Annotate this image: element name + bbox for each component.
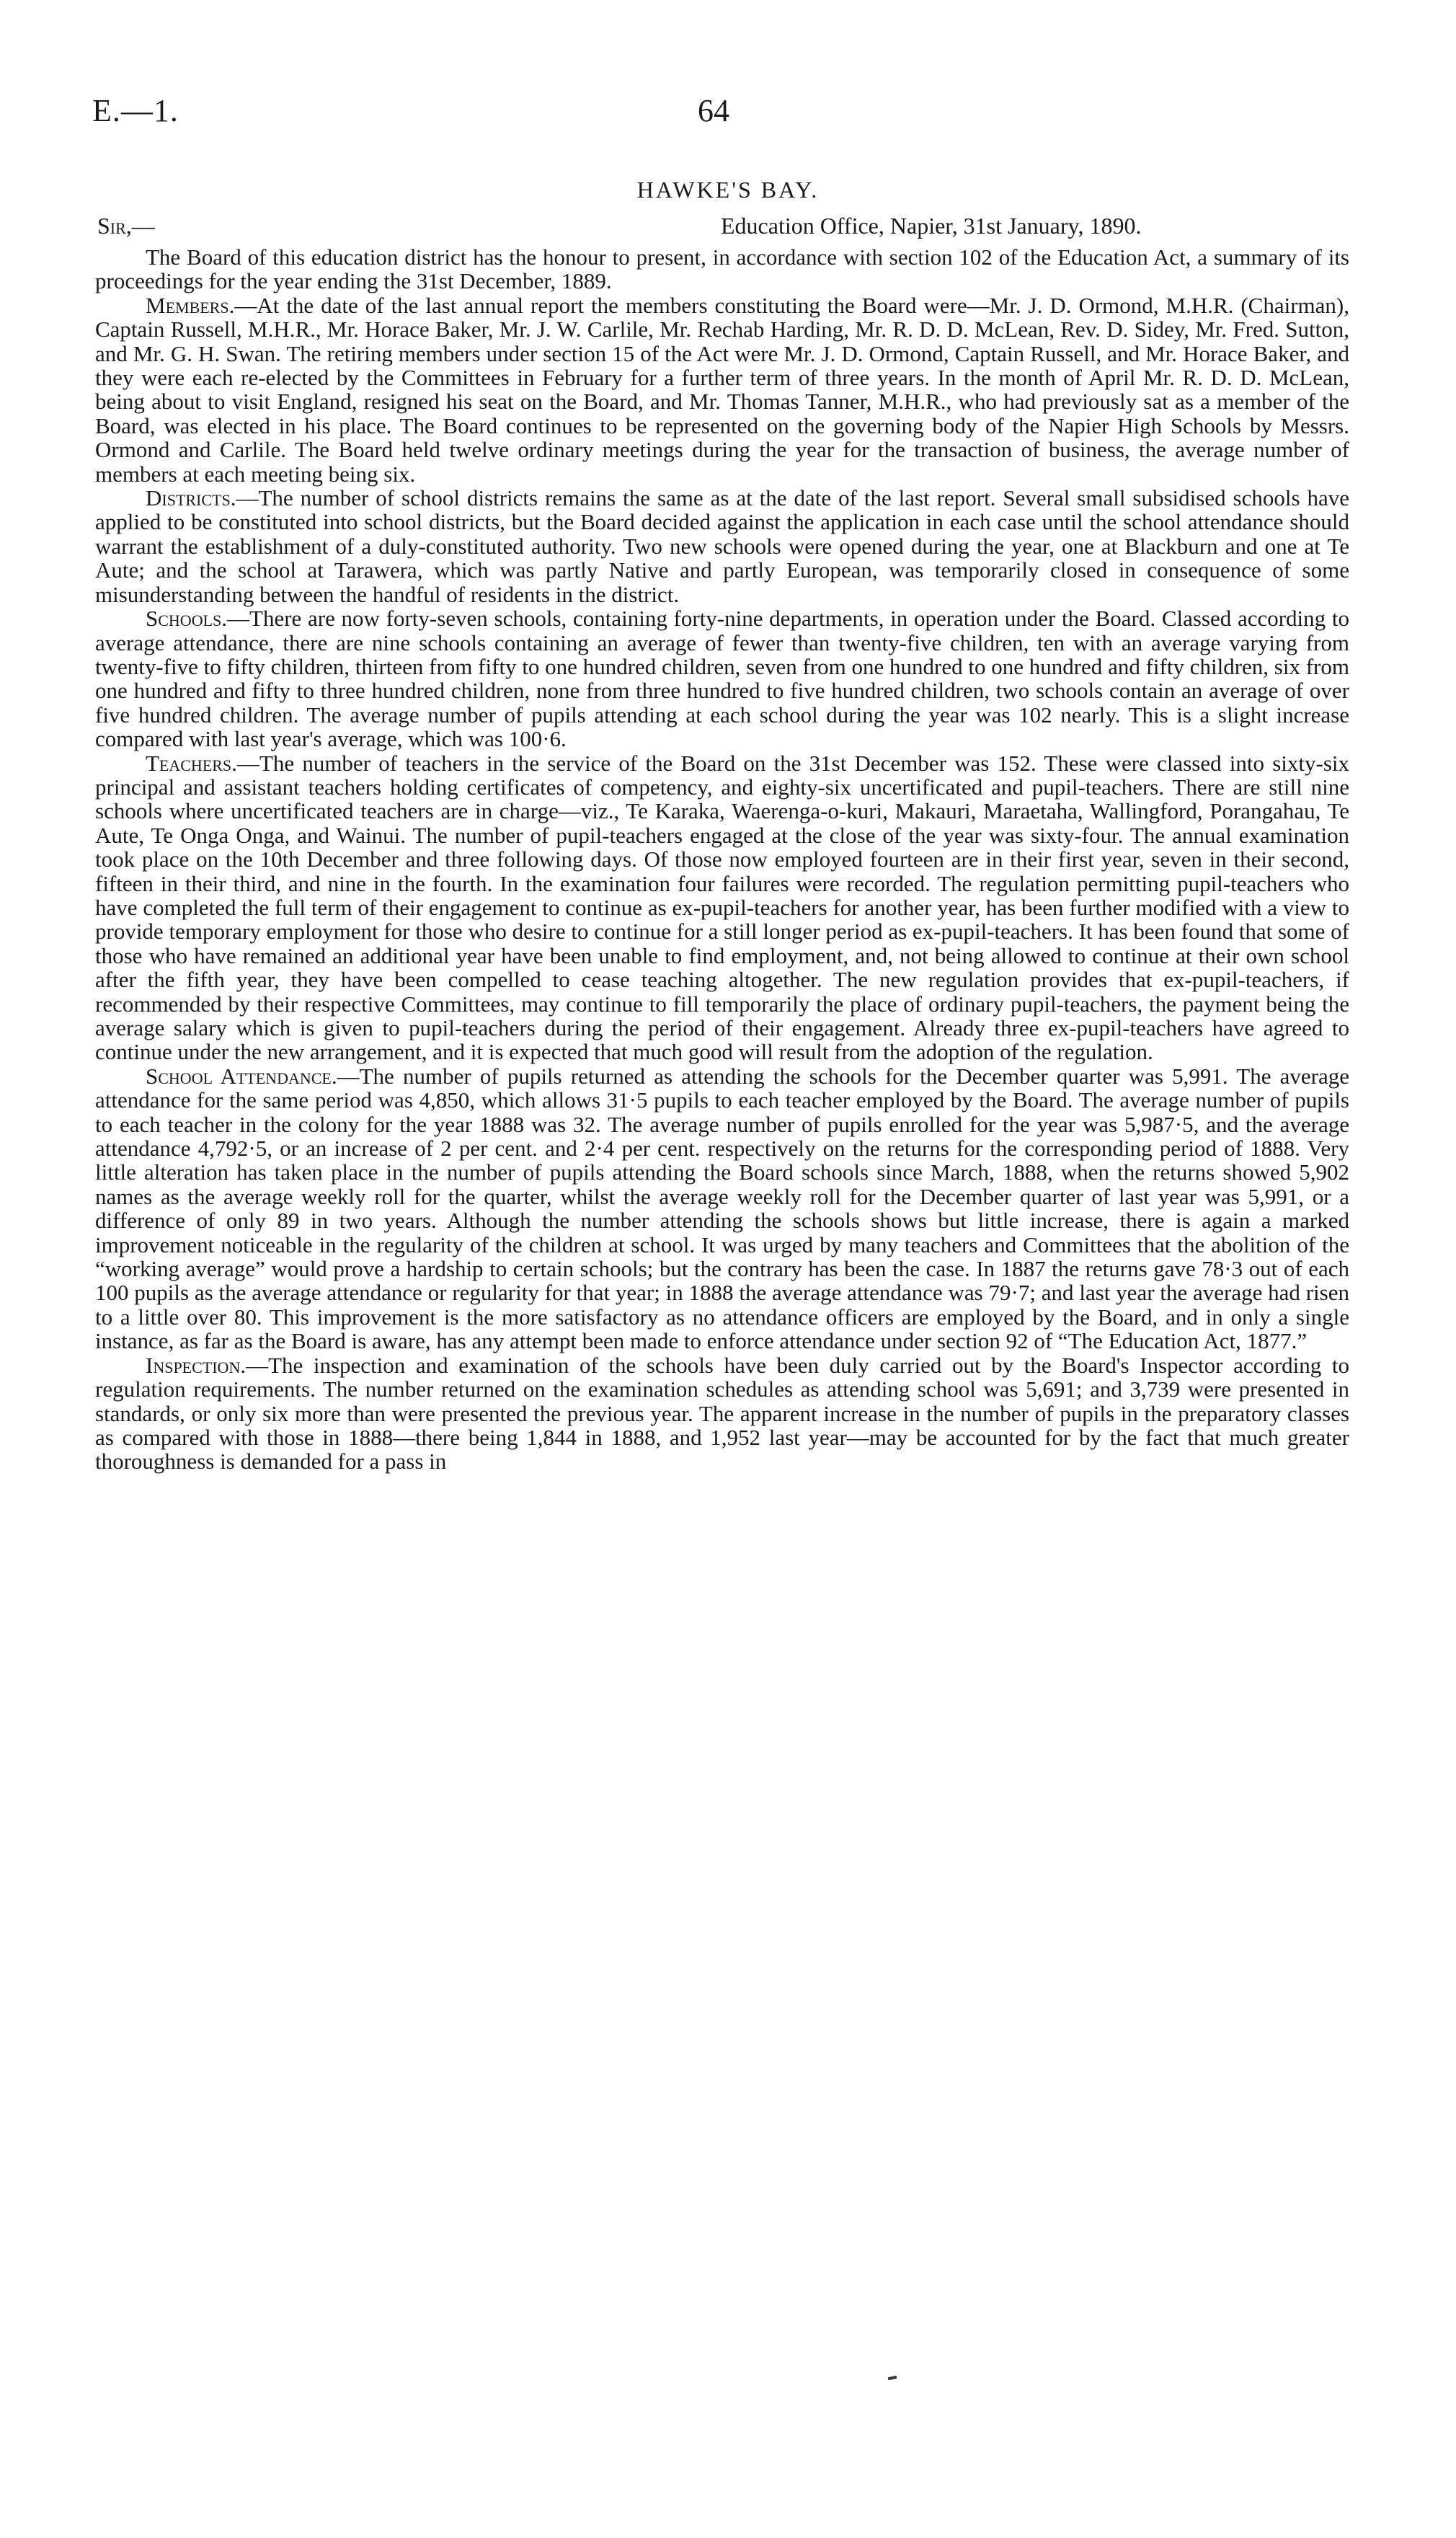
school-attendance-paragraph bbox=[95, 1064, 1349, 1353]
teachers-paragraph bbox=[95, 751, 1349, 1064]
report-body bbox=[95, 245, 1349, 1474]
schools-text: —There are now forty-seven schools, containing forty-nine departments, in operation under the Board. Classed according to average attendance, there are nine schools containing an average of fewer than twenty-five children, ten with an average varying from twenty-five to fifty children, thirteen from fifty to one hundred children, seven from one hundred to one hundred and fifty children, six from one hundred and fifty to three hundred children, none from three hundred to five hundred children, two schools contain an average of over five hundred children. The average number of pupils attending at each school during the year was 102 nearly. This is a slight increase compared with last year's average, which was 100·6. bbox=[95, 606, 1349, 752]
teachers-heading: Teachers. bbox=[146, 750, 237, 776]
schools-paragraph bbox=[95, 606, 1349, 751]
school-attendance-heading: School Attendance. bbox=[146, 1063, 337, 1089]
section-title: HAWKE'S BAY. bbox=[636, 177, 820, 203]
districts-text: —The number of school districts remains the same as at the date of the last report. Several small subsidised schools have applied to be constituted into school districts, but the Board decided against the application in each case until the school attendance should warrant the establishment of a duly-constituted authority. Two new schools were opened during the year, one at Blackburn and one at Te Aute; and the school at Tarawera, which was partly Native and partly European, was temporarily closed in consequence of some misunderstanding between the handful of residents in the district. bbox=[95, 485, 1349, 607]
schools-heading: Schools. bbox=[146, 606, 228, 632]
page-number: 64 bbox=[698, 93, 729, 128]
members-paragraph bbox=[95, 293, 1349, 486]
school-attendance-text: —The number of pupils returned as attending the schools for the December quarter was 5,991. The average attendance for the same period was 4,850, which allows 31·5 pupils to each teacher employed by the Board. The average number of pupils to each teacher in the colony for the year 1888 was 32. The average number of pupils enrolled for the year was 5,987·5, and the average attendance 4,792·5, or an increase of 2 per cent. and 2·4 per cent. respectively on the returns for the corresponding period of 1888. Very little alteration has taken place in the number of pupils attending the Board schools since March, 1888, when the returns showed 5,902 names as the average weekly roll for the quarter, whilst the average weekly roll for the December quarter of last year was 5,991, or a difference of only 89 in two years. Although the number attending the schools shows but little increase, there is again a marked improvement noticeable in the regularity of the children at school. It was urged by many teachers and Committees that the abolition of the “working average” would prove a hardship to certain schools; but the contrary has been the case. In 1887 the returns gave 78·3 out of each 100 pupils as the average attendance or regularity for that year; in 1888 the average attendance was 79·7; and last year the average had risen to a little over 80. This improvement is the more satisfactory as no attendance officers are employed by the Board, and in only a single instance, as far as the Board is aware, has any attempt been made to enforce attendance under section 92 of “The Education Act, 1877.” bbox=[95, 1063, 1349, 1354]
districts-heading: Districts. bbox=[146, 485, 236, 511]
teachers-text: —The number of teachers in the service of the Board on the 31st December was 152. These were classed into sixty-six principal and assistant teachers holding certificates of competency, and eighty-six uncertificated and pupil-teachers. There are still nine schools where uncertificated teachers are in charge—viz., Te Karaka, Waerenga-o-kuri, Makauri, Maraetaha, Wallingford, Porangahau, Te Aute, Te Onga Onga, and Wainui. The number of pupil-teachers engaged at the close of the year was sixty-four. The annual examination took place on the 10th December and three following days. Of those now employed fourteen are in their first year, seven in their second, fifteen in their third, and nine in the fourth. In the examination four failures were recorded. The regulation permitting pupil-teachers who have completed the full term of their engagement to continue as ex-pupil-teachers for another year, has been further modified with a view to provide temporary employment for those who desire to continue for a still longer period as ex-pupil-teachers. It has been found that some of those who have remained an additional year have been unable to find employment, and, not being allowed to continue at their own school after the fifth year, they have been compelled to cease teaching altogether. The new regulation provides that ex-pupil-teachers, if recommended by their respective Committees, may continue to fill temporarily the place of ordinary pupil-teachers, the payment being the average salary which is given to pupil-teachers during the period of their engagement. Already three ex-pupil-teachers have agreed to continue under the new arrangement, and it is expected that much good will result from the adoption of the regulation. bbox=[95, 750, 1349, 1065]
dateline: Education Office, Napier, 31st January, 1890. bbox=[721, 213, 1142, 239]
inspection-heading: Inspection. bbox=[146, 1352, 247, 1378]
salutation: Sir,— bbox=[97, 213, 155, 239]
intro-paragraph: The Board of this education district has the honour to present, in accordance with section 102 of the Education Act, a summary of its proceedings for the year ending the 31st December, 1889. bbox=[95, 244, 1349, 294]
inspection-text: —The inspection and examination of the schools have been duly carried out by the Board's Inspector according to regulation requirements. The number returned on the examination schedules as attending school was 5,691; and 3,739 were presented in standards, or only six more than were presented the previous year. The apparent increase in the number of pupils in the preparatory classes as compared with those in 1888—there being 1,844 in 1888, and 1,952 last year—may be accounted for by the fact that much greater thoroughness is demanded for a pass in bbox=[95, 1352, 1349, 1474]
members-text: —At the date of the last annual report the members constituting the Board were—Mr. J. D. Ormond, M.H.R. (Chairman), Captain Russell, M.H.R., Mr. Horace Baker, Mr. J. W. Carlile, Mr. Rechab Harding, Mr. R. D. D. McLean, Rev. D. Sidey, Mr. Fred. Sutton, and Mr. G. H. Swan. The retiring members under section 15 of the Act were Mr. J. D. Ormond, Captain Russell, and Mr. Horace Baker, and they were each re-elected by the Committees in February for a further term of three years. In the month of April Mr. R. D. D. McLean, being about to visit England, resigned his seat on the Board, and Mr. Thomas Tanner, M.H.R., who had previously sat as a member of the Board, was elected in his place. The Board continues to be represented on the governing body of the Napier High Schools by Messrs. Ormond and Carlile. The Board held twelve ordinary meetings during the year for the transaction of business, the average number of members at each meeting being six. bbox=[95, 292, 1349, 487]
districts-paragraph bbox=[95, 486, 1349, 606]
members-heading: Members. bbox=[146, 292, 235, 318]
inspection-paragraph bbox=[95, 1353, 1349, 1474]
document-reference: E.—1. bbox=[92, 93, 179, 128]
ink-mark bbox=[888, 2376, 897, 2380]
